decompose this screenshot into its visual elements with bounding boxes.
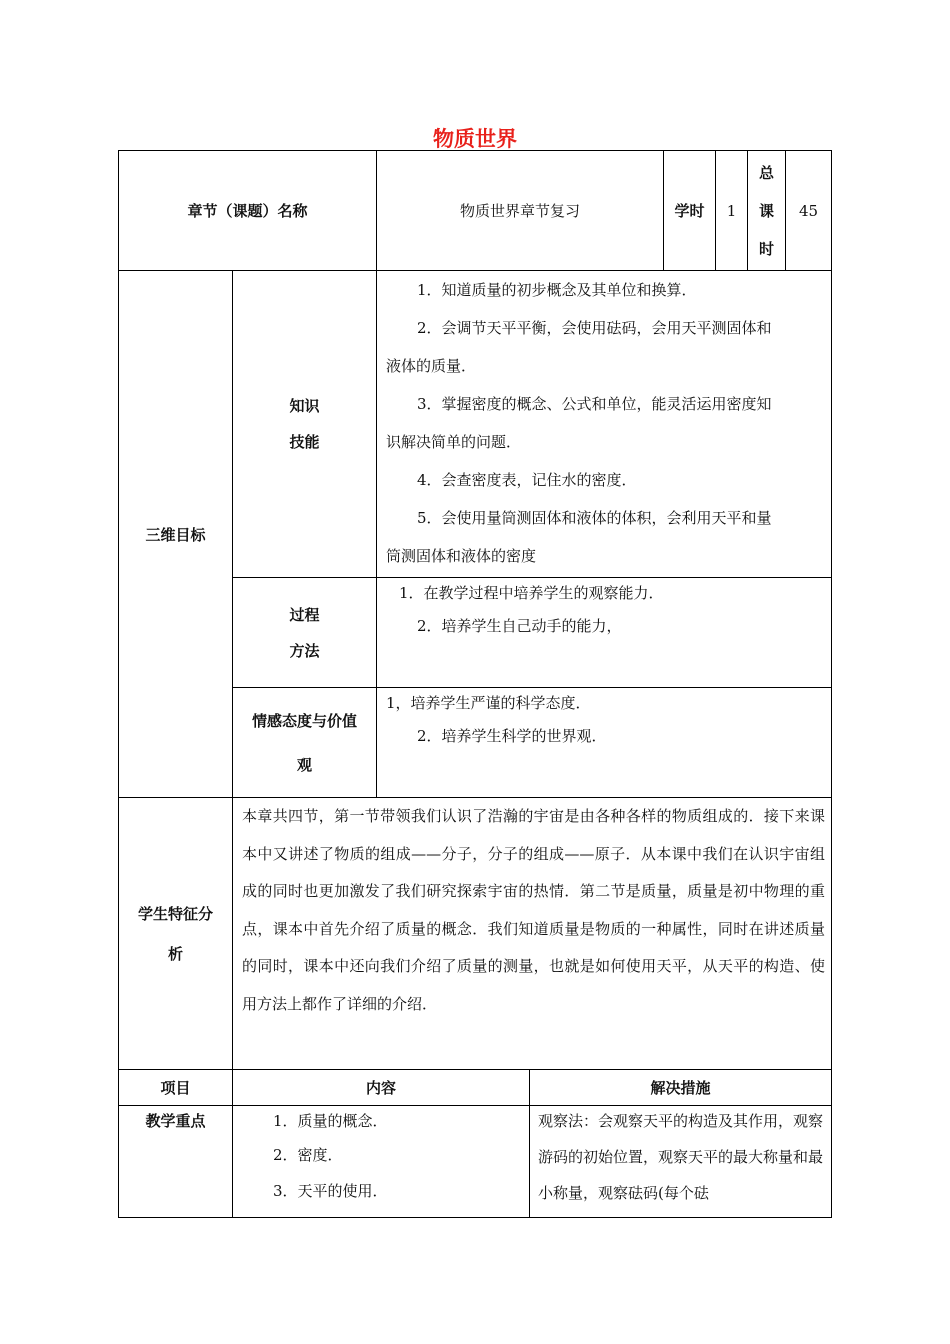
knowledge-line: 5．会使用量筒测固体和液体的体积，会利用天平和量 (417, 509, 772, 527)
knowledge-content-cell (376, 270, 832, 578)
knowledge-line: 2．会调节天平平衡，会使用砝码，会用天平测固体和 (417, 319, 772, 337)
focus-measure-text: 观察法：会观察天平的构造及其作用，观察游码的初始位置，观察天平的最大称量和最小称量，观察砝码(每个砝 (538, 1112, 824, 1202)
col-content-cell (232, 1069, 530, 1106)
chapter-label: 章节（课题）名称 (187, 202, 308, 220)
hours-value: 1 (726, 201, 737, 220)
total-hours-label-cell (747, 150, 786, 271)
total-label-char: 时 (758, 240, 774, 259)
emotion-label-line: 情感态度与价值 (251, 711, 357, 730)
emotion-line: 1，培养学生严谨的科学态度． (386, 694, 591, 712)
knowledge-line: 识解决简单的问题． (386, 433, 522, 451)
process-content-cell (376, 577, 832, 688)
hours-value-cell (715, 150, 748, 271)
knowledge-line: 4．会查密度表，记住水的密度． (417, 471, 637, 489)
students-analysis-text: 本章共四节，第一节带领我们认识了浩瀚的宇宙是由各种各样的物质组成的．接下来课本中又讲述了物质的组成——分子，分子的组成——原子．从本课中我们在认识宇宙组成的同时也更加激发了我们研究探索宇宙的热情．第二节是质量，质量是初中物理的重点，课本中首先介绍了质量的概念．我们知道质量是物质的一种属性，同时在讲述质量的同时，课本中还向我们介绍了质量的测量，也就是如何使用天平，从天平的构造、使用方法上都作了详细的介绍． (242, 807, 825, 1013)
students-content-cell (232, 797, 832, 1070)
process-label-line: 方法 (289, 641, 320, 660)
total-label-char: 总 (758, 163, 774, 182)
focus-item: 1．质量的概念． (273, 1112, 388, 1130)
col-measure-header: 解决措施 (650, 1079, 711, 1097)
emotion-line: 2．培养学生科学的世界观． (417, 727, 607, 745)
students-label-line: 析 (167, 944, 183, 963)
emotion-content-cell (376, 687, 832, 798)
knowledge-label-line: 技能 (289, 433, 320, 451)
knowledge-line: 1．知道质量的初步概念及其单位和换算． (417, 281, 697, 299)
process-line: 2．培养学生自己动手的能力， (417, 617, 622, 635)
chapter-value-cell (376, 150, 664, 271)
goals-label-cell (118, 270, 233, 798)
focus-item: 2．密度． (273, 1146, 343, 1164)
process-label-line: 过程 (289, 605, 320, 624)
total-label-char: 课 (758, 201, 774, 220)
focus-label: 教学重点 (145, 1112, 206, 1130)
hours-label-cell (663, 150, 716, 271)
focus-item: 3．天平的使用． (273, 1182, 388, 1200)
goals-label: 三维目标 (145, 525, 206, 544)
total-hours-value: 45 (798, 201, 819, 220)
col-content-header: 内容 (365, 1079, 396, 1097)
hours-label: 学时 (674, 202, 705, 220)
focus-content-cell (232, 1105, 530, 1218)
col-item-header: 项目 (160, 1079, 191, 1097)
knowledge-label-line: 知识 (289, 397, 320, 415)
total-hours-value-cell (785, 150, 832, 271)
col-measure-cell (529, 1069, 832, 1106)
col-item-cell (118, 1069, 233, 1106)
knowledge-line: 液体的质量． (386, 357, 477, 375)
focus-measure-cell (529, 1105, 832, 1218)
knowledge-line: 筒测固体和液体的密度 (386, 547, 537, 565)
emotion-label-line: 观 (296, 755, 312, 774)
knowledge-label-cell (232, 270, 377, 578)
chapter-label-cell (118, 150, 377, 271)
process-line: 1．在教学过程中培养学生的观察能力． (399, 584, 664, 602)
document-title: 物质世界 (433, 127, 517, 151)
students-label-line: 学生特征分 (137, 904, 213, 923)
focus-label-cell (118, 1105, 233, 1218)
knowledge-line: 3．掌握密度的概念、公式和单位，能灵活运用密度知 (417, 395, 772, 413)
process-label-cell (232, 577, 377, 688)
students-label-cell (118, 797, 233, 1070)
emotion-label-cell (232, 687, 377, 798)
chapter-value: 物质世界章节复习 (459, 202, 580, 220)
